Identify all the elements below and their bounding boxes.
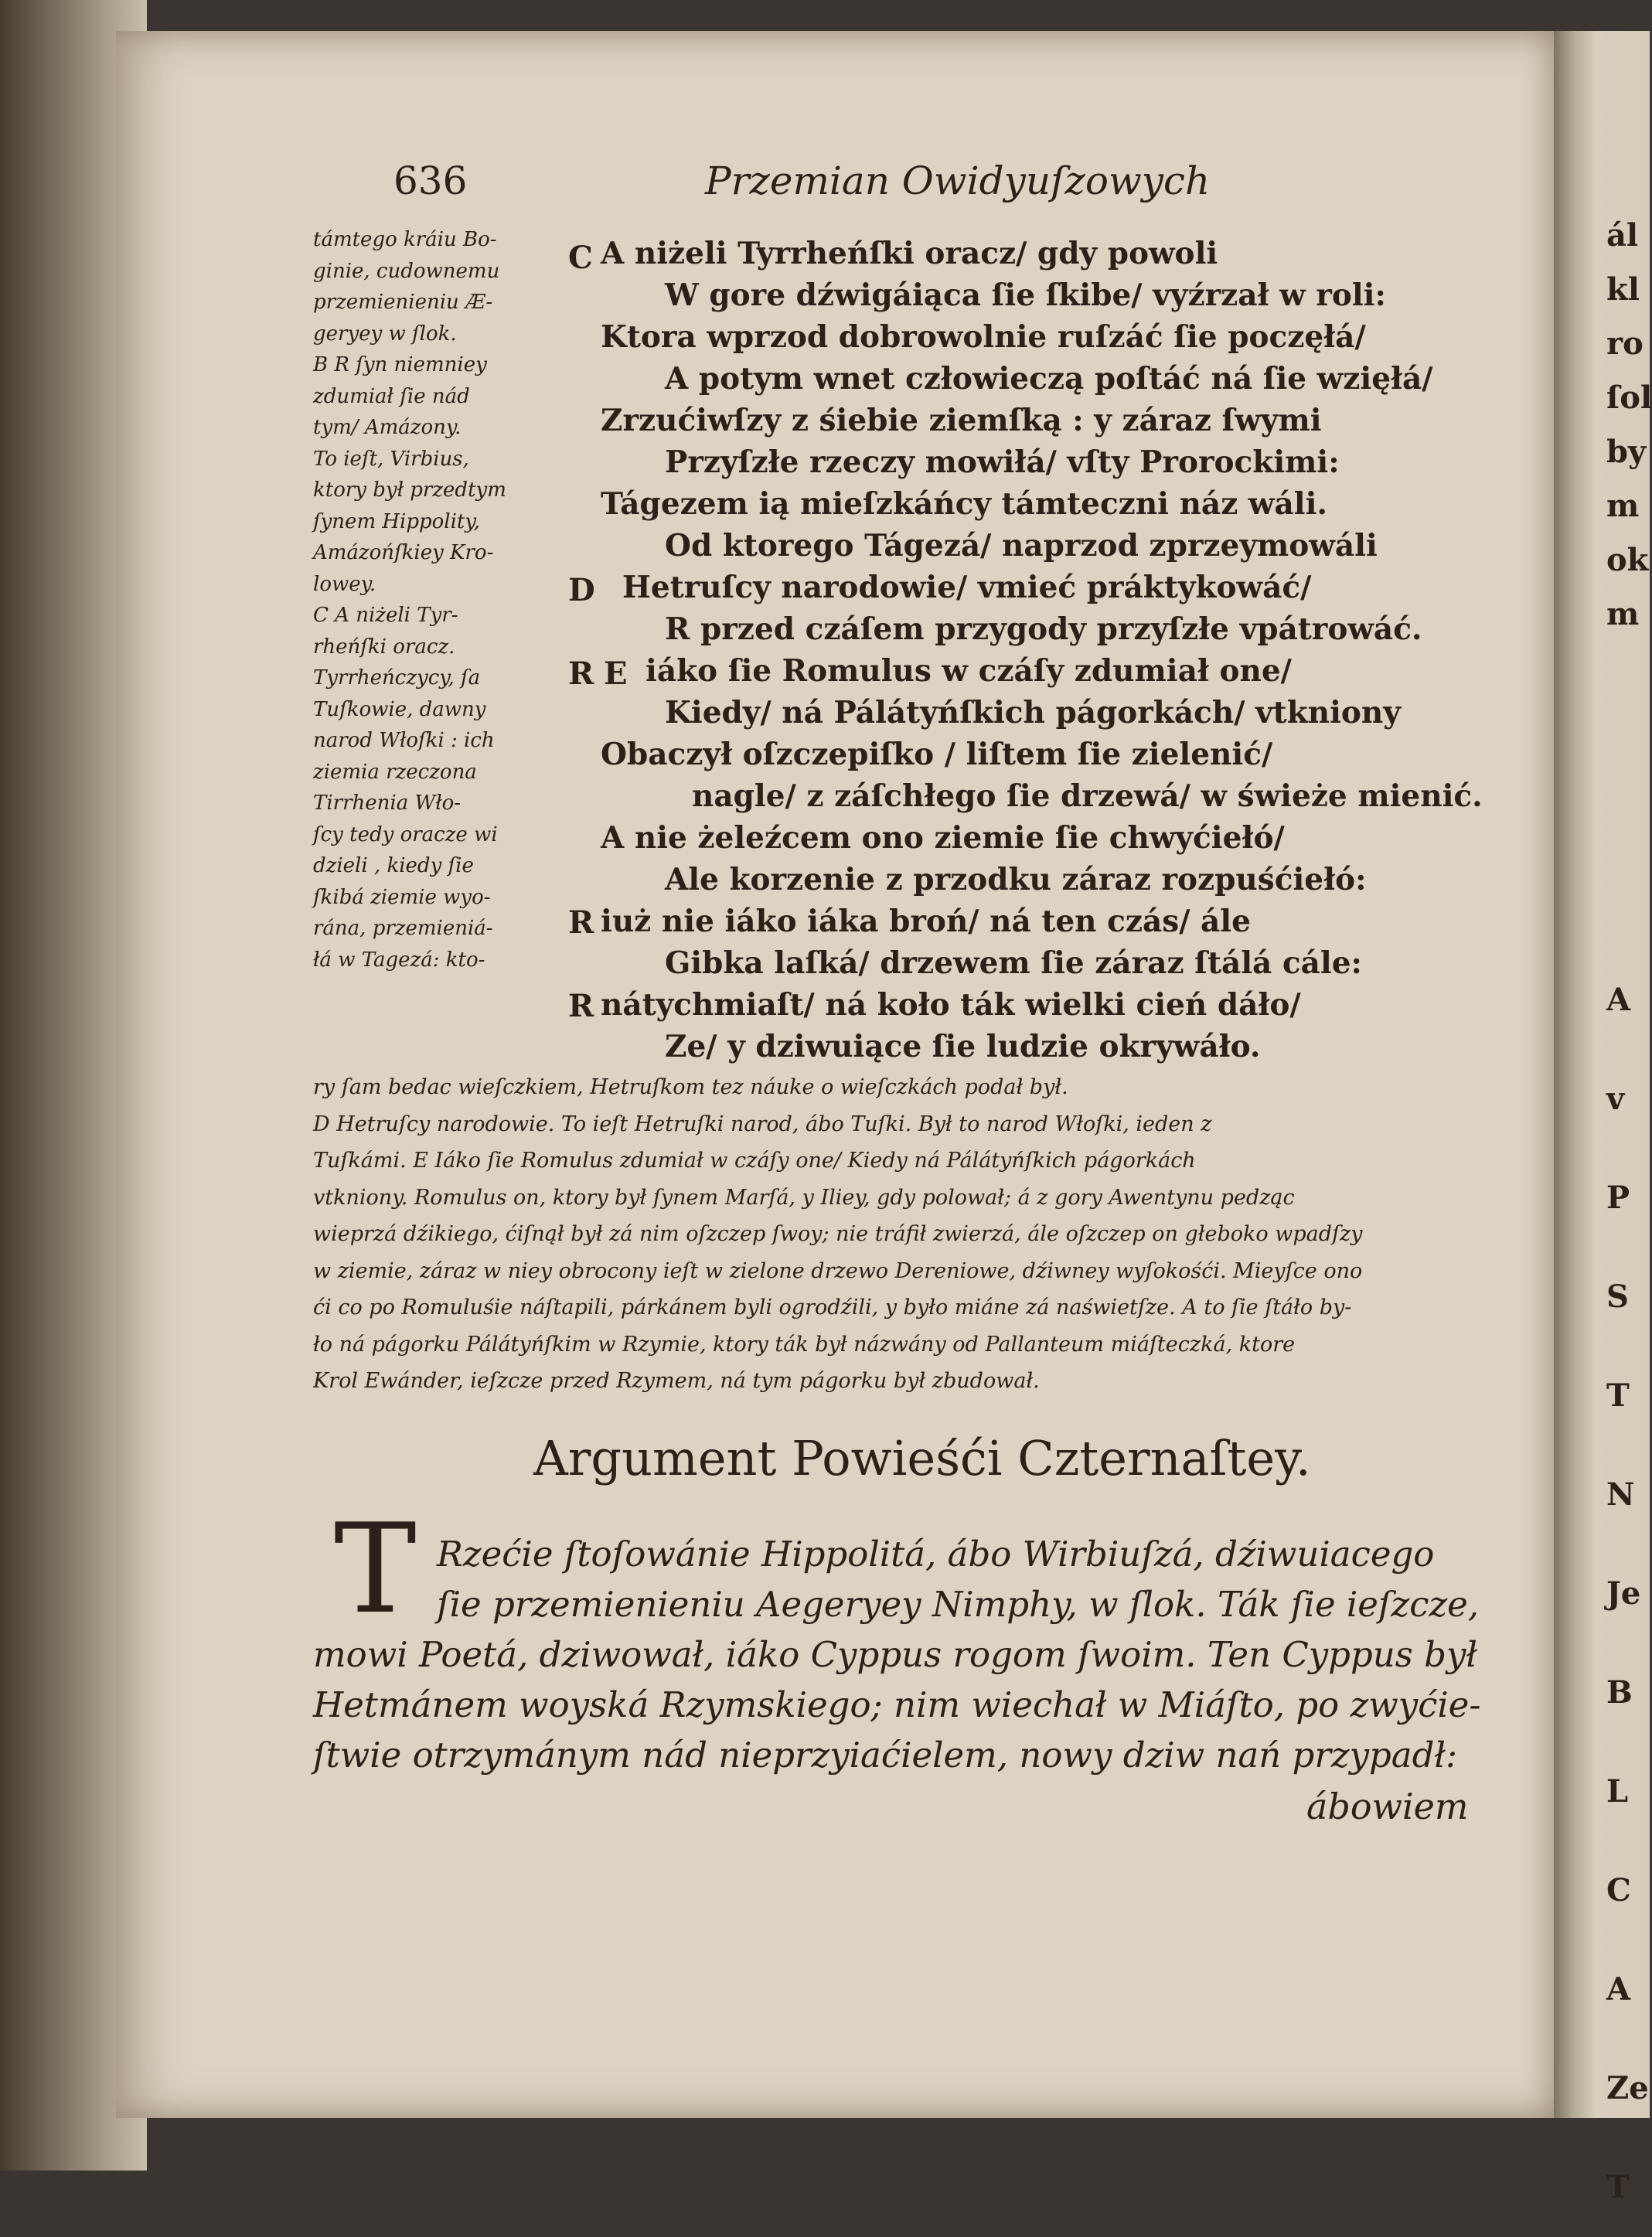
fragment: ſol — [1606, 380, 1652, 416]
marginal-note-line: geryey w ſlok. — [313, 322, 457, 346]
commentary-line: vtkniony. Romulus on, ktory był ſynem Marſá, y Iliey, gdy polował; á z gory Awentynu pedząc — [313, 1185, 1295, 1210]
commentary-line: D Hetruſcy narodowie. To ieſt Hetruſki narod, ábo Tuſki. Był to narod Włoſki, ieden z — [313, 1112, 1212, 1136]
marginal-note-line: ginie, cudownemu — [313, 259, 500, 283]
verse-line: nagle/ z záſchłego ſie drzewá/ w świeże mienić. — [692, 778, 1483, 814]
marginal-note-line: támtego kráiu Bo- — [313, 228, 497, 251]
fragment: S — [1606, 1279, 1629, 1315]
marginal-note-line: tym/ Amázony. — [313, 416, 462, 439]
fragment: m — [1606, 596, 1640, 632]
verse-line: Ze/ y dziwuiące ſie ludzie okrywáło. — [665, 1029, 1261, 1064]
catchword: ábowiem — [1306, 1786, 1469, 1827]
verse-line: Od ktorego Tágezá/ naprzod zprzeymowáli — [665, 528, 1378, 564]
verse-line: Zrzućiwſzy z śiebie ziemſką : y záraz ſwymi — [601, 403, 1322, 438]
argument-text — [313, 1529, 1480, 1780]
marginal-note-line: narod Włoſki : ich — [313, 729, 495, 752]
argument-line: ſtwie otrzymánym nád nieprzyiaćielem, nowy dziw nań przypadł: — [313, 1735, 1458, 1776]
marginal-note-line: Amázońſkiey Kro- — [313, 541, 494, 564]
fragment: C — [1606, 1872, 1631, 1908]
fragment: kl — [1606, 271, 1640, 308]
fragment: by — [1606, 434, 1647, 470]
reference-letter: C — [568, 240, 593, 276]
commentary-line: Tuſkámi. E Iáko ſie Romulus zdumiał w czáſy one/ Kiedy ná Pálátyńſkich págorkách — [313, 1149, 1196, 1173]
marginal-note-line: ſkibá ziemie wyo- — [313, 885, 491, 909]
verse-line: iáko ſie Romulus w czáſy zdumiał one/ — [645, 653, 1292, 689]
fragment: A — [1606, 982, 1631, 1018]
verse-line: A niżeli Tyrrheńſki oracz/ gdy powoli — [601, 236, 1218, 271]
marginal-note-line: ſcy tedy oracze wi — [313, 822, 498, 846]
fragment: N — [1606, 1476, 1635, 1513]
verse-line: A potym wnet człowieczą poſtáć ná ſie wzięłá/ — [665, 361, 1433, 397]
commentary-block — [313, 1069, 1496, 1400]
marginal-note-line: Tuſkowie, dawny — [313, 697, 486, 721]
fragment: T — [1606, 1377, 1630, 1414]
marginal-note-line: Tyrrheńczycy, ſa — [313, 666, 481, 689]
argument-line: mowi Poetá, dziwował, iáko Cyppus rogom ſwoim. Ten Cyppus był — [313, 1634, 1477, 1675]
commentary-line: ći co po Romuluśie náſtapili, párkánem byli ogrodźili, y było miáne zá naświetſze. A to ſie ſtáło by- — [313, 1296, 1352, 1319]
verse-line: Gibka laſká/ drzewem ſie záraz ſtálá cále: — [665, 945, 1362, 981]
verse-line: Tágezem ią mieſzkáńcy támteczni náz wáli. — [601, 486, 1327, 522]
fragment: B — [1606, 1674, 1633, 1711]
marginal-note-line: rána, przemieniá- — [313, 917, 493, 940]
reference-letter: E — [604, 655, 628, 692]
commentary-line: wieprzá dźikiego, ćiſnął był zá nim oſzczep ſwoy; nie tráfił zwierzá, ále oſzczep on głeboko wpadſzy — [313, 1222, 1363, 1246]
section-heading: Argument Powieśći Czternaſtey. — [533, 1430, 1311, 1486]
marginal-note-line: rheńſki oracz. — [313, 635, 455, 659]
marginal-note-line: C A niżeli Tyr- — [313, 604, 458, 627]
marginal-note-line: przemienieniu Æ- — [313, 291, 493, 314]
argument-line: ſie przemienieniu Aegeryey Nimphy, w ſlok. Ták ſie ieſzcze, — [437, 1584, 1480, 1625]
drop-cap: T — [334, 1496, 417, 1641]
page-number: 636 — [393, 158, 468, 203]
marginal-note-line: zdumiał ſie nád — [313, 384, 470, 408]
marginal-notes — [313, 224, 568, 975]
verse-line: nátychmiaſt/ ná koło ták wielki cień dáło/ — [601, 987, 1301, 1023]
marginal-note-line: ziemia rzeczona — [313, 760, 477, 784]
reference-letter: R — [568, 904, 594, 941]
verse-line: Obaczył oſzczepiſko / liſtem ſie zielenić/ — [601, 737, 1273, 772]
running-title: Przemian Owidyuſzowych — [705, 158, 1211, 203]
verse-line: W gore dźwigáiąca ſie ſkibe/ vyźrzał w roli: — [665, 277, 1386, 313]
commentary-line: Krol Ewánder, ieſzcze przed Rzymem, ná tym págorku był zbudował. — [313, 1369, 1040, 1393]
verse-line: R przed czáſem przygody przyſzłe vpátrowáć. — [665, 611, 1422, 647]
facing-page-fragments — [1606, 209, 1652, 2205]
verse-line: Hetruſcy narodowie/ vmieć práktykowáć/ — [622, 570, 1312, 605]
marginal-note-line: lowey. — [313, 572, 376, 596]
marginal-note-line: B R ſyn niemniey — [313, 353, 487, 376]
reference-letter: R — [568, 655, 594, 692]
reference-letter: R — [568, 988, 594, 1024]
fragment: T — [1606, 2169, 1630, 2205]
verse-line: Ale korzenie z przodku záraz rozpuśćiełó: — [665, 862, 1367, 897]
marginal-note-line: ſynem Hippolity, — [313, 509, 480, 533]
fragment: Je — [1606, 1575, 1641, 1612]
marginal-note-line: ktory był przedtym — [313, 478, 506, 502]
fragment: ok — [1606, 542, 1649, 578]
fragment: v — [1606, 1081, 1625, 1117]
commentary-line: ry ſam bedac wieſczkiem, Hetruſkom tez náuke o wieſczkách podał był. — [313, 1075, 1068, 1099]
fragment: A — [1606, 1971, 1631, 2007]
marginal-note-line: To ieſt, Virbius, — [313, 447, 469, 471]
marginal-note-line: łá w Tagezá: kto- — [313, 948, 485, 972]
verse-line: iuż nie iáko iáka broń/ ná ten czás/ ále — [601, 904, 1251, 939]
verse-line: A nie żeleźcem ono ziemie ſie chwyćiełó/ — [601, 820, 1285, 856]
marginal-note-line: Tirrhenia Wło- — [313, 792, 462, 815]
argument-line: Hetmánem woyská Rzymskiego; nim wiechał w Miáſto, po zwyćie- — [313, 1684, 1481, 1725]
marginal-note-line: dzieli , kiedy ſie — [313, 854, 474, 877]
commentary-line: ło ná págorku Pálátyńſkim w Rzymie, ktory ták był názwány od Pallanteum miáſteczká, ktore — [313, 1332, 1296, 1357]
fragment: L — [1606, 1773, 1629, 1810]
fragment: ál — [1606, 217, 1639, 254]
commentary-line: w ziemie, záraz w niey obrocony ieſt w zielone drzewo Dereniowe, dźiwney wyſokośći. Mieyſce ono — [313, 1258, 1363, 1283]
fragment: ro — [1606, 325, 1643, 362]
fragment: m — [1606, 488, 1640, 524]
verse-line: Przyſzłe rzeczy mowiłá/ vſty Prorockimi: — [665, 444, 1340, 480]
fragment: P — [1606, 1180, 1630, 1216]
fragment: Ze — [1606, 2070, 1649, 2106]
verse-line: Ktora wprzod dobrowolnie ruſzáć ſie poczęłá/ — [601, 319, 1366, 355]
argument-line: Rzećie ſtoſowánie Hippolitá, ábo Wirbiuſzá, dźiwuiacego — [437, 1534, 1435, 1575]
verse-line: Kiedy/ ná Pálátyńſkich págorkách/ vtkniony — [665, 695, 1401, 730]
reference-letter: D — [568, 572, 595, 608]
